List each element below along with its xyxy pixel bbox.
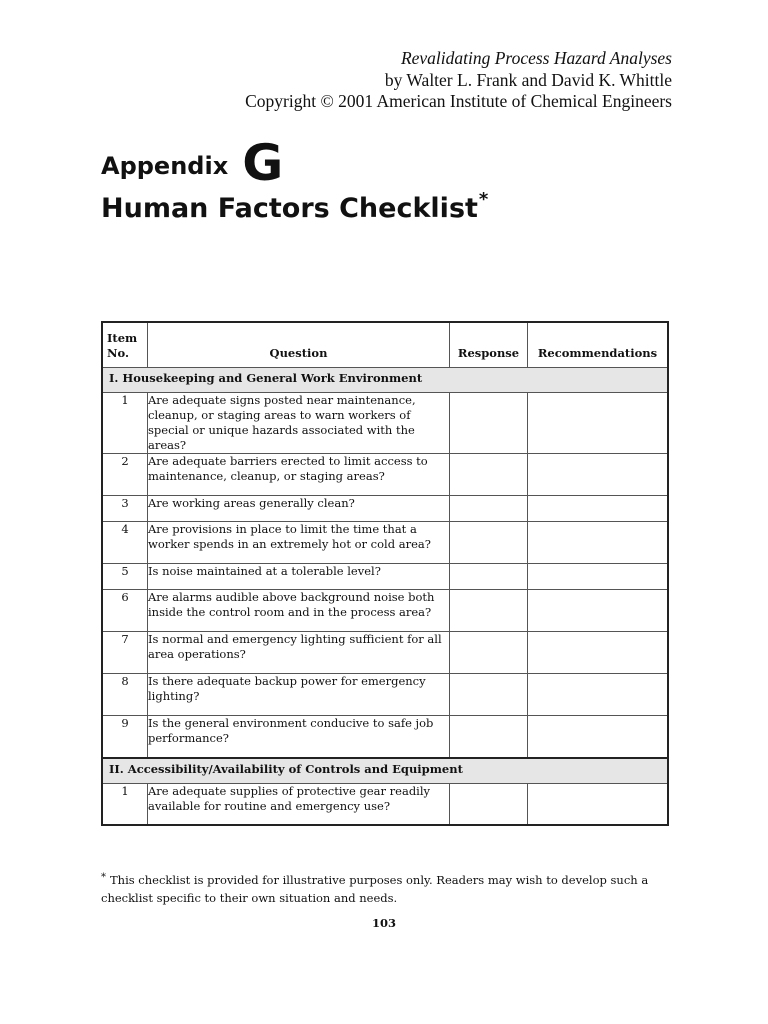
item-number-header [102, 322, 148, 368]
response-cell[interactable] [450, 522, 528, 564]
item-header-line1: Item [107, 331, 138, 345]
appendix-word: Appendix [101, 152, 229, 180]
copyright: Copyright © 2001 American Institute of Chemical Engineers [245, 91, 672, 111]
table-row [102, 590, 668, 632]
question-text: Are adequate signs posted near maintenance, cleanup, or staging areas to warn workers of special or unique hazards associated with the areas? [148, 393, 450, 454]
item-number: 1 [102, 783, 148, 825]
question-text: Are provisions in place to limit the time that a worker spends in an extremely hot or cold area? [148, 522, 450, 564]
question-text: Are adequate barriers erected to limit access to maintenance, cleanup, or staging areas? [148, 454, 450, 496]
response-cell[interactable] [450, 632, 528, 674]
table-row [102, 716, 668, 758]
table-row [102, 454, 668, 496]
question-text: Are alarms audible above background noise both inside the control room and in the process area? [148, 590, 450, 632]
footnote-marker: * [478, 189, 489, 210]
table-row [102, 783, 668, 825]
item-number: 9 [102, 716, 148, 758]
question-text: Is normal and emergency lighting sufficient for all area operations? [148, 632, 450, 674]
response-cell[interactable] [450, 564, 528, 590]
item-header-line2: No. [107, 346, 129, 360]
recommendations-cell[interactable] [528, 564, 669, 590]
appendix-letter: G [242, 134, 284, 192]
item-number: 8 [102, 674, 148, 716]
recommendations-cell[interactable] [528, 783, 669, 825]
response-cell[interactable] [450, 496, 528, 522]
appendix-heading [101, 128, 284, 192]
item-number: 3 [102, 496, 148, 522]
section-row [102, 368, 668, 393]
response-cell[interactable] [450, 674, 528, 716]
table-row [102, 522, 668, 564]
table-row [102, 393, 668, 454]
table-header-row [102, 322, 668, 368]
response-cell[interactable] [450, 716, 528, 758]
section-title: II. Accessibility/Availability of Controls and Equipment [102, 758, 668, 784]
table-row [102, 496, 668, 522]
question-text: Is there adequate backup power for emergency lighting? [148, 674, 450, 716]
question-text: Is the general environment conducive to safe job performance? [148, 716, 450, 758]
item-number: 2 [102, 454, 148, 496]
page-header [245, 48, 672, 113]
section-row [102, 758, 668, 784]
table-row [102, 674, 668, 716]
checklist-table [101, 321, 669, 826]
recommendations-cell[interactable] [528, 716, 669, 758]
response-header: Response [450, 322, 528, 368]
response-cell[interactable] [450, 393, 528, 454]
authors: by Walter L. Frank and David K. Whittle [384, 69, 672, 90]
response-cell[interactable] [450, 454, 528, 496]
item-number: 6 [102, 590, 148, 632]
question-text: Are working areas generally clean? [148, 496, 450, 522]
recommendations-cell[interactable] [528, 674, 669, 716]
item-number: 4 [102, 522, 148, 564]
footnote [101, 872, 681, 906]
item-number: 5 [102, 564, 148, 590]
footnote-text: This checklist is provided for illustrative purposes only. Readers may wish to develop such a checklist specific to their own situation and needs. [101, 873, 649, 905]
question-text: Is noise maintained at a tolerable level? [148, 564, 450, 590]
recommendations-cell[interactable] [528, 590, 669, 632]
item-number: 7 [102, 632, 148, 674]
recommendations-cell[interactable] [528, 393, 669, 454]
page-number: 103 [371, 916, 396, 930]
question-header: Question [148, 322, 450, 368]
section-title: I. Housekeeping and General Work Environment [102, 368, 668, 393]
recommendations-header: Recommendations [528, 322, 669, 368]
book-title: Revalidating Process Hazard Analyses [400, 48, 672, 68]
recommendations-cell[interactable] [528, 454, 669, 496]
page-title-text: Human Factors Checklist [101, 193, 478, 224]
item-number: 1 [102, 393, 148, 454]
recommendations-cell[interactable] [528, 632, 669, 674]
recommendations-cell[interactable] [528, 496, 669, 522]
response-cell[interactable] [450, 783, 528, 825]
footnote-mark: * [101, 872, 106, 883]
question-text: Are adequate supplies of protective gear readily available for routine and emergency use? [148, 783, 450, 825]
recommendations-cell[interactable] [528, 522, 669, 564]
table-row [102, 632, 668, 674]
page-title [101, 189, 489, 224]
response-cell[interactable] [450, 590, 528, 632]
table-row [102, 564, 668, 590]
